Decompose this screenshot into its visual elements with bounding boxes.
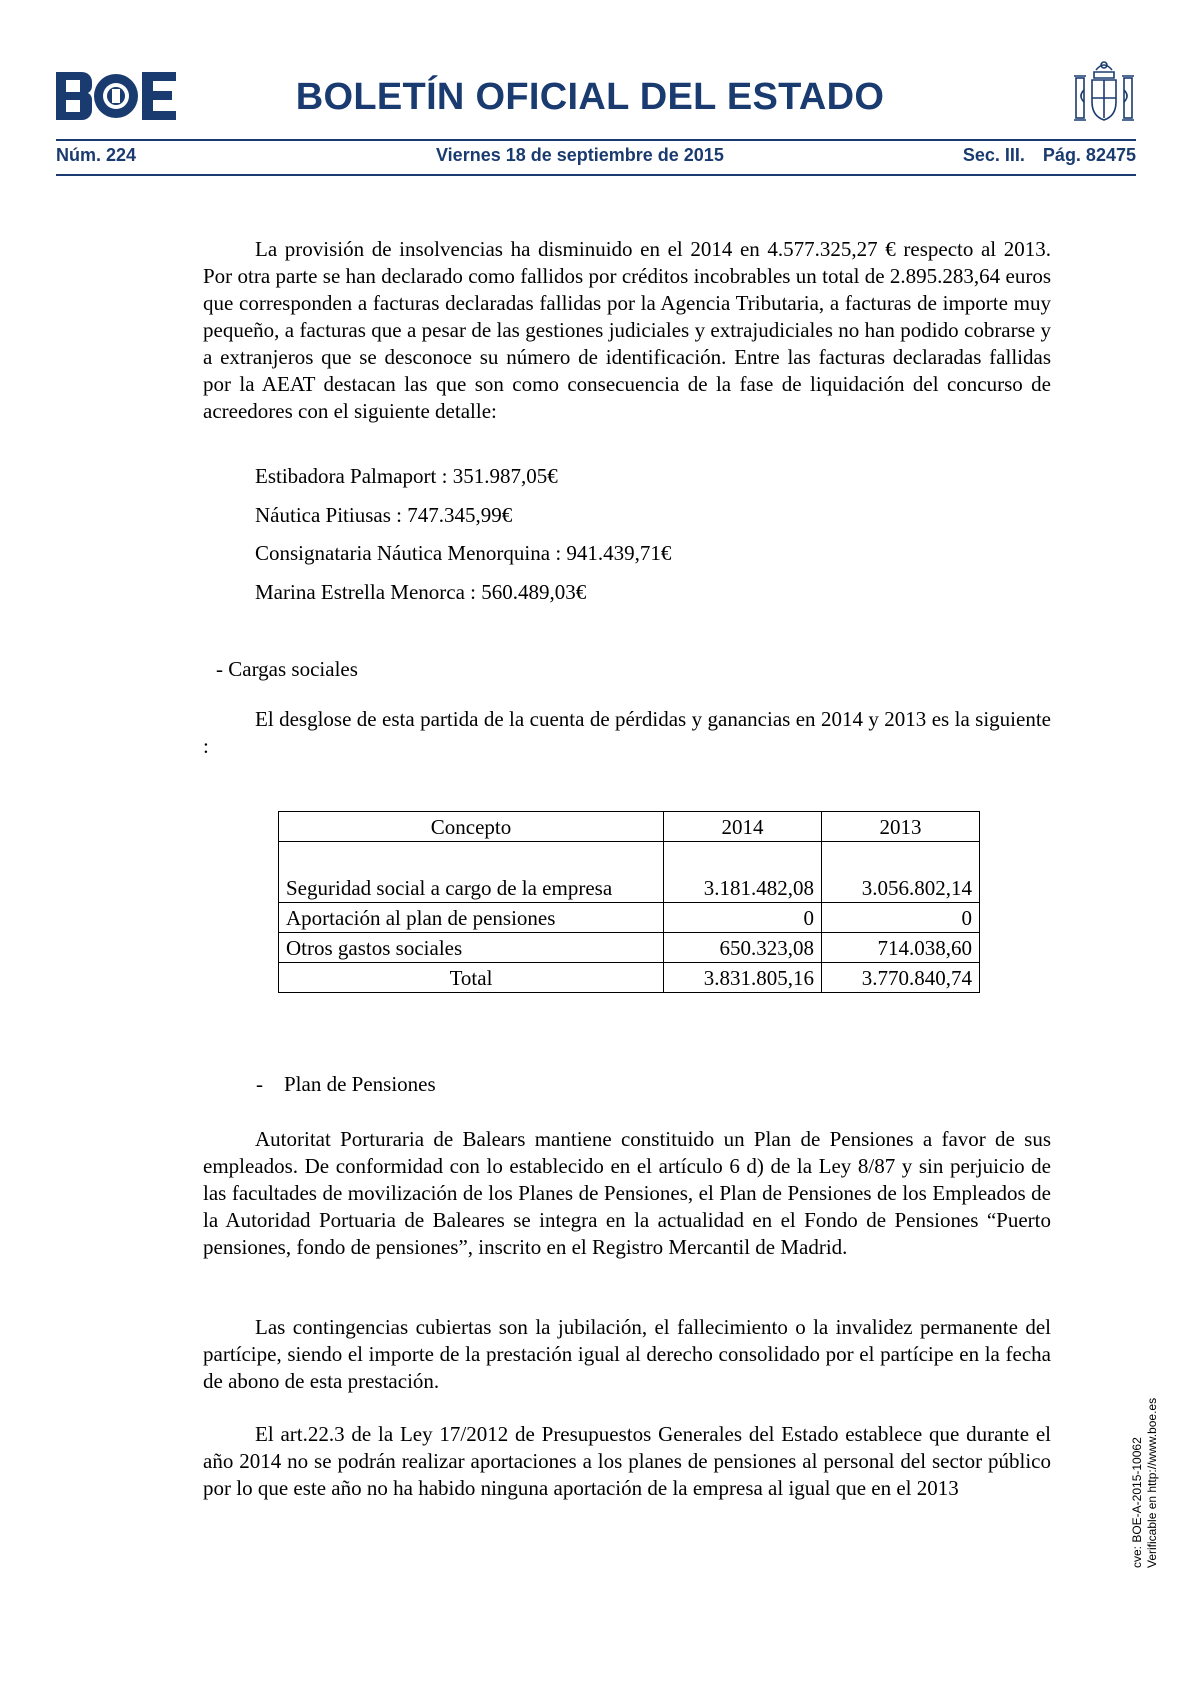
cve-code: cve: BOE-A-2015-10062 [1130,1437,1144,1568]
section-page [963,145,1136,166]
table-row [279,933,980,963]
table-total-row [279,963,980,993]
list-item: Marina Estrella Menorca : 560.489,03€ [255,580,587,604]
table-cell: Seguridad social a cargo de la empresa [279,842,664,903]
list-item: Estibadora Palmaport : 351.987,05€ [255,464,558,488]
boe-logo [56,72,176,120]
table-cell: 3.181.482,08 [664,842,822,903]
paragraph-insolvencias: La provisión de insolvencias ha disminuido en el 2014 en 4.577.325,27 € respecto al 2013. Por otra parte se han declarado como fallidos por créditos incobrables un total de 2.895.283,64 euros que corresponden a facturas declaradas fallidas por la Agencia Tributaria, a facturas de importe muy pequeño, a facturas que a pesar de las gestiones judiciales y extrajudiciales no han podido cobrarse y a extranjeros que se desconoce su número de identificación. Entre las facturas declaradas fallidas por la AEAT destacan las que son como consecuencia de la fase de liquidación del concurso de acreedores con el siguiente detalle: [203,237,1051,423]
table-cell: 0 [822,903,980,933]
page-label: Pág. 82475 [1042,145,1136,165]
issue-date: Viernes 18 de septiembre de 2015 [436,145,724,165]
paragraph-plan-2: Las contingencias cubiertas son la jubilación, el fallecimiento o la invalidez permanente del partícipe, siendo el importe de la prestación igual al derecho consolidado por el partícipe en la fecha de abono de esta prestación. [203,1315,1051,1393]
table-header-cell: Concepto [279,812,664,842]
table-header-cell: 2013 [822,812,980,842]
table-cell: 0 [664,903,822,933]
table-cell: 650.323,08 [664,933,822,963]
paragraph-plan-1: Autoritat Porturaria de Balears mantiene constituido un Plan de Pensiones a favor de sus empleados. De conformidad con lo establecido en el artículo 6 d) de la Ley 8/87 y sin perjuicio de las facultades de movilización de los Planes de Pensiones, el Plan de Pensiones de los Empleados de la Autoridad Portuaria de Baleares se integra en la actualidad en el Fondo de Pensiones “Puerto pensiones, fondo de pensiones”, inscrito en el Registro Mercantil de Madrid. [203,1127,1051,1259]
table-cell: Aportación al plan de pensiones [279,903,664,933]
header-rule-top [56,139,1136,141]
table-row [279,903,980,933]
coat-of-arms-icon [1072,60,1136,126]
table-cell: 714.038,60 [822,933,980,963]
verify-link: Verificable en http://www.boe.es [1145,1397,1159,1568]
issue-number: Núm. 224 [56,145,137,165]
verification-note [1130,1398,1160,1568]
list-item: Consignataria Náutica Menorquina : 941.439,71€ [255,541,672,565]
header-rule-bottom [56,174,1136,176]
section-label: Sec. III. [962,145,1025,165]
page-title: BOLETÍN OFICIAL DEL ESTADO [295,76,885,118]
heading-cargas-sociales: - Cargas sociales [216,657,358,681]
list-item: Náutica Pitiusas : 747.345,99€ [255,503,513,527]
table-cell: 3.831.805,16 [664,963,822,993]
paragraph-plan-3: El art.22.3 de la Ley 17/2012 de Presupuestos Generales del Estado establece que durante el año 2014 no se podrán realizar aportaciones a los planes de pensiones al personal del sector público por lo que este año no ha habido ninguna aportación de la empresa al igual que en el 2013 [203,1422,1051,1500]
table-cell: Otros gastos sociales [279,933,664,963]
heading-plan-pensiones: - Plan de Pensiones [256,1072,436,1096]
table-header-row [279,812,980,842]
cargas-sociales-table [278,811,980,993]
table-cell: 3.056.802,14 [822,842,980,903]
table-header-cell: 2014 [664,812,822,842]
table-cell: 3.770.840,74 [822,963,980,993]
paragraph-desglose: El desglose de esta partida de la cuenta de pérdidas y ganancias en 2014 y 2013 es la siguiente : [203,707,1051,758]
table-row [279,842,980,903]
table-cell: Total [279,963,664,993]
